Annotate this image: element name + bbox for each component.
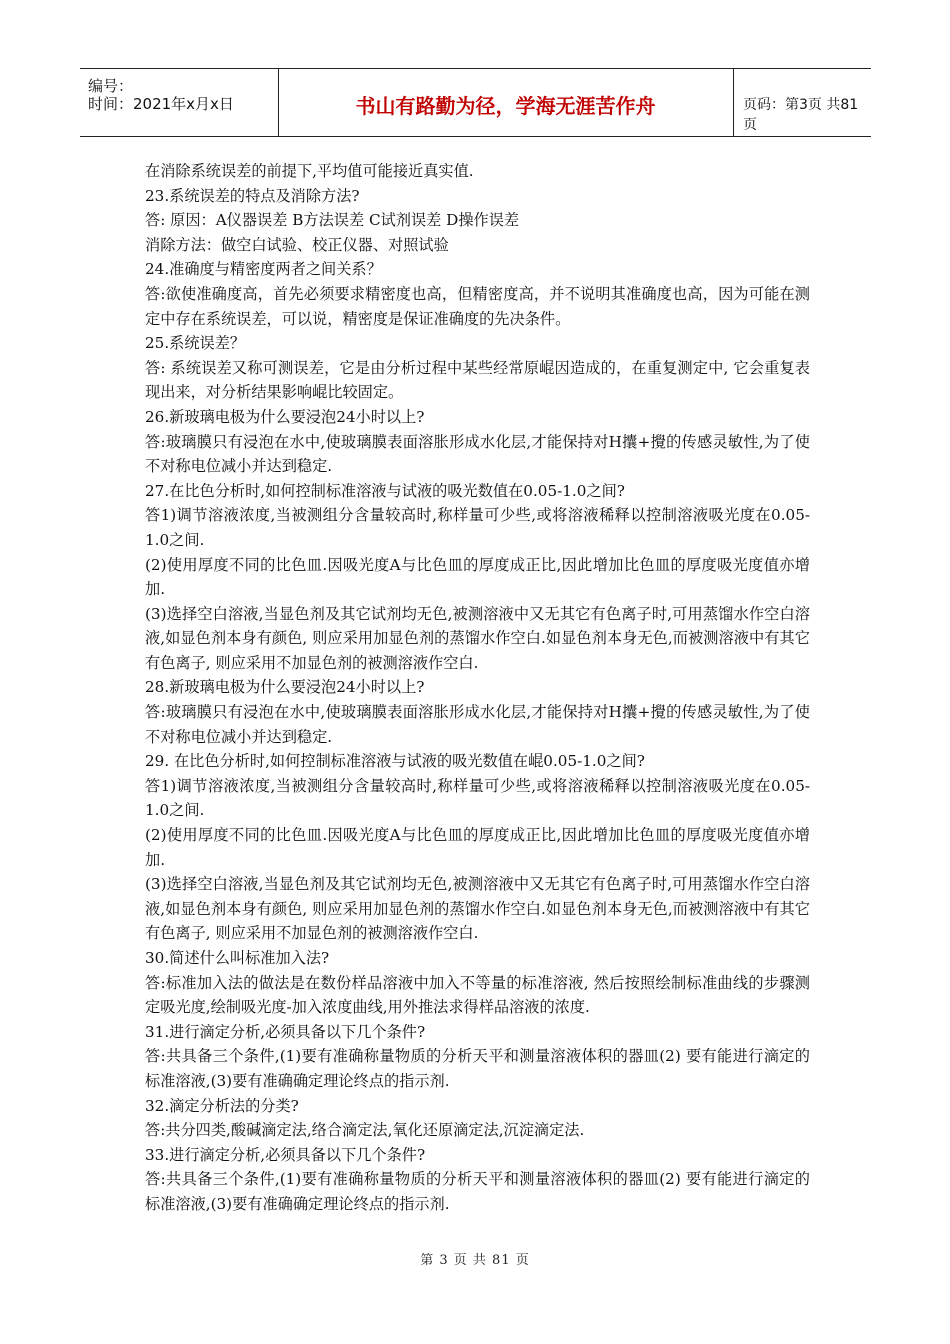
doc-number-label: 编号： <box>88 77 134 95</box>
question-32: 32.滴定分析法的分类? <box>145 1096 299 1115</box>
question-23: 23.系统误差的特点及消除方法? <box>145 186 360 205</box>
header-motto-cell <box>278 69 734 136</box>
question-31: 31.进行滴定分析,必须具备以下几个条件? <box>145 1022 426 1041</box>
answer-paragraph: (2)使用厚度不同的比色皿.因吸光度A与比色皿的厚度成正比,因此增加比色皿的厚度吸光度值亦增加. <box>145 826 810 869</box>
answer-paragraph: 答:共分四类,酸碱滴定法,络合滴定法,氧化还原滴定法,沉淀滴定法. <box>145 1121 585 1140</box>
question-26: 26.新玻璃电极为什么要浸泡24小时以上? <box>145 407 425 426</box>
header-motto: 书山有路勤为径，学海无涯苦作舟 <box>355 94 656 118</box>
question-28: 28.新玻璃电极为什么要浸泡24小时以上? <box>145 678 425 697</box>
question-24: 24.准确度与精密度两者之间关系？ <box>145 260 382 279</box>
page-footer: 第 3 页 共 81 页 <box>420 1253 530 1268</box>
answer-paragraph: (3)选择空白溶液,当显色剂及其它试剂均无色,被测溶液中又无其它有色离子时,可用蒸馏水作空白溶液,如显色剂本身有颜色, 则应采用加显色剂的蒸馏水作空白.如显色剂本身无色,而被测溶液中有其它有色离子, 则应采用不加显色剂的被测溶液作空白. <box>145 875 810 943</box>
header-right-cell <box>733 69 871 136</box>
answer-paragraph: 答:共具备三个条件,(1)要有准确称量物质的分析天平和测量溶液体积的器皿(2) 要有能进行滴定的标准溶液,(3)要有准确确定理论终点的指示剂. <box>145 1047 810 1090</box>
answer-paragraph: 答:玻璃膜只有浸泡在水中,使玻璃膜表面溶胀形成水化层,才能保持对H攮+攪的传感灵敏性,为了使不对称电位减小并达到稳定. <box>145 432 810 476</box>
question-29: 29. 在比色分析时,如何控制标准溶液与试液的吸光数值在崐0.05-1.0之间? <box>145 752 645 771</box>
header-left-cell <box>80 69 279 136</box>
answer-paragraph: 答:标准加入法的做法是在数份样品溶液中加入不等量的标准溶液, 然后按照绘制标准曲线的步骤测定吸光度,绘制吸光度-加入浓度曲线,用外推法求得样品溶液的浓度. <box>145 973 810 1017</box>
question-30: 30.简述什么叫标准加入法? <box>145 949 330 967</box>
answer-paragraph: 答:欲使准确度高，首先必须要求精密度也高，但精密度高，并不说明其准确度也高，因为可能在测定中存在系统误差，可以说，精密度是保证准确度的先决条件。 <box>145 284 810 328</box>
paragraph: 消除方法：做空白试验、校正仪器、对照试验 <box>145 235 449 254</box>
answer-paragraph: 答: 系统误差又称可测误差，它是由分析过程中某些经常原崐因造成的，在重复测定中, 它会重复表现出来，对分析结果影响崐比较固定。 <box>145 358 810 402</box>
date-line: 时间：2021年x月x日 <box>88 95 234 113</box>
answer-paragraph: 答: 原因：A仪器误差 B方法误差 C试剂误差 D操作误差 <box>145 211 520 230</box>
answer-paragraph: 答:玻璃膜只有浸泡在水中,使玻璃膜表面溶胀形成水化层,才能保持对H攮+攪的传感灵敏性,为了使不对称电位减小并达到稳定. <box>145 703 810 746</box>
header-page-info: 页码：第3页 共81页 <box>743 97 859 133</box>
page-header <box>80 68 871 137</box>
document-body <box>145 159 810 1217</box>
question-33: 33.进行滴定分析,必须具备以下几个条件? <box>145 1145 426 1164</box>
question-25: 25.系统误差？ <box>145 334 246 353</box>
paragraph: 在消除系统误差的前提下,平均值可能接近真实值. <box>145 162 474 180</box>
answer-paragraph: 答1)调节溶液浓度,当被测组分含量较高时,称样量可少些,或将溶液稀释以控制溶液吸光度在0.05-1.0之间. <box>145 776 810 820</box>
answer-paragraph: 答:共具备三个条件,(1)要有准确称量物质的分析天平和测量溶液体积的器皿(2) 要有能进行滴定的标准溶液,(3)要有准确确定理论终点的指示剂. <box>145 1170 810 1213</box>
question-27: 27.在比色分析时,如何控制标准溶液与试液的吸光数值在0.05-1.0之间? <box>145 481 625 500</box>
answer-paragraph: 答1)调节溶液浓度,当被测组分含量较高时,称样量可少些,或将溶液稀释以控制溶液吸光度在0.05-1.0之间. <box>145 506 810 549</box>
answer-paragraph: (3)选择空白溶液,当显色剂及其它试剂均无色,被测溶液中又无其它有色离子时,可用蒸馏水作空白溶液,如显色剂本身有颜色, 则应采用加显色剂的蒸馏水作空白.如显色剂本身无色,而被测溶液中有其它有色离子, 则应采用不加显色剂的被测溶液作空白. <box>145 604 810 672</box>
answer-paragraph: (2)使用厚度不同的比色皿.因吸光度A与比色皿的厚度成正比,因此增加比色皿的厚度吸光度值亦增加. <box>145 555 810 599</box>
